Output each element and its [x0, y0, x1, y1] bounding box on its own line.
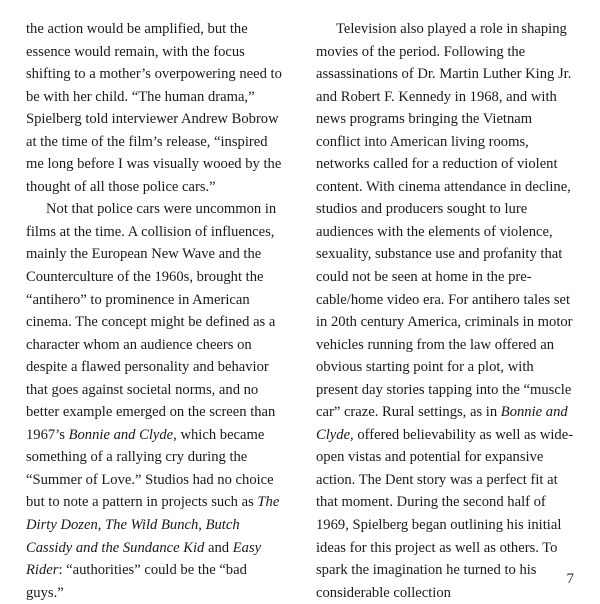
text-run: , offered believability as well as wide-open vistas and potential for expansive action. The Dent story was a perfect fit at that moment. During the second half of 1969, Spielberg began outlining his initial ideas for this project as well as others. To spark the imagination he turned to his considerable collection: [316, 426, 574, 601]
italic-title: Easy Rider: [26, 539, 262, 579]
paragraph: [26, 18, 288, 198]
italic-title: The Dirty Dozen: [26, 494, 280, 534]
column-right: [316, 18, 578, 604]
text-run: Not that police cars were uncommon in films at the time. A collision of influences, mainly the European New Wave and the Counterculture of the 1960s, brought the “antihero” to prominence in American cinema. The concept might be defined as a character whom an audience cheers on despite a flawed personality and behavior that goes against societal norms, and no better example emerged on the screen than 1967’s: [26, 201, 277, 443]
text-run: ,: [97, 517, 106, 534]
text-run: and: [204, 539, 233, 556]
page-number: 7: [566, 571, 574, 587]
paragraph: [316, 18, 578, 604]
italic-title: Butch Cassidy and the Sundance Kid: [26, 517, 240, 556]
text-run: , which became something of a rallying cry during the “Summer of Love.” Studios had no choice but to note a pattern in projects such as: [26, 426, 274, 511]
italic-title: The Wild Bunch: [105, 517, 199, 534]
text-columns: [26, 18, 574, 604]
text-run: : “authorities” could be the “bad guys.”: [26, 562, 247, 601]
column-left: [26, 18, 288, 604]
italic-title: Bonnie and Clyde: [316, 404, 568, 443]
text-run: the action would be amplified, but the essence would remain, with the focus shifting to a mother’s overpowering need to be with her child. “The human drama,” Spielberg told interviewer Andrew Bobrow at the time of the film’s release, “inspired me long before I was visually wooed by the thought of all those police cars.”: [26, 21, 282, 195]
italic-title: Bonnie and Clyde: [68, 426, 174, 443]
text-run: Television also played a role in shaping movies of the period. Following the assassinations of Dr. Martin Luther King Jr. and Robert F. Kennedy in 1968, and with news programs bringing the Vietnam conflict into American living rooms, networks called for a reduction of violent content. With cinema attendance in decline, studios and producers sought to lure audiences with the elements of violence, sexuality, substance use and profanity that could not be seen at home in the pre-cable/home video era. For antihero tales set in 20th century America, criminals in motor vehicles running from the law offered an obvious starting point for a plot, with present day stories tapping into the “muscle car” craze. Rural settings, as in: [316, 21, 573, 421]
paragraph: [26, 198, 288, 604]
text-run: ,: [198, 517, 206, 534]
